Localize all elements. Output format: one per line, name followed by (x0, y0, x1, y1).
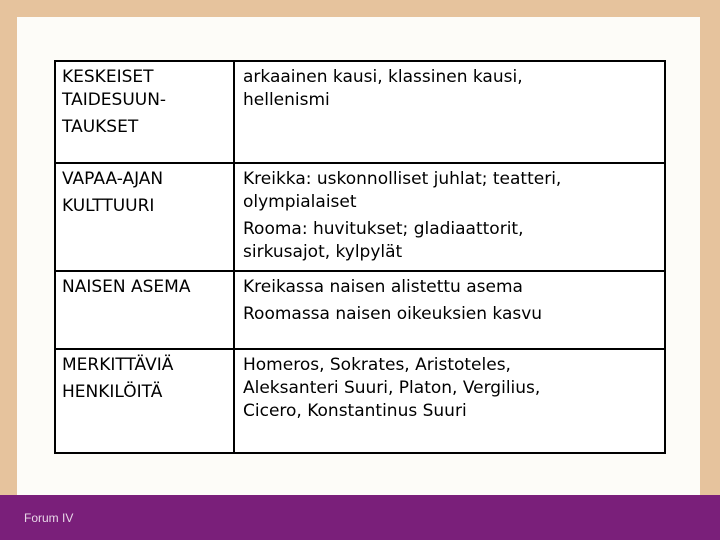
cell-text: HENKILÖITÄ (62, 382, 163, 402)
cell-text: arkaainen kausi, klassinen kausi, (243, 67, 523, 87)
cell-text: VAPAA-AJAN (62, 169, 164, 189)
cell-text: Roomassa naisen oikeuksien kasvu (243, 304, 543, 324)
table-row-people (56, 350, 664, 452)
row-content (235, 272, 664, 348)
row-content (235, 164, 664, 270)
cell-text: Homeros, Sokrates, Aristoteles, (243, 355, 511, 375)
row-heading (56, 272, 235, 348)
row-content (235, 350, 664, 452)
cell-text: MERKITTÄVIÄ (62, 355, 174, 375)
cell-text: Aleksanteri Suuri, Platon, Vergilius, (243, 378, 541, 398)
row-heading (56, 62, 235, 162)
cell-text: Cicero, Konstantinus Suuri (243, 401, 467, 421)
cell-text: hellenismi (243, 90, 330, 110)
cell-text: Rooma: huvitukset; gladiaattorit, (243, 219, 524, 239)
row-content (235, 62, 664, 162)
cell-text: KULTTUURI (62, 196, 155, 216)
cell-text: Kreikassa naisen alistettu asema (243, 277, 523, 297)
cell-text: TAIDESUUN- (62, 90, 167, 110)
cell-text: olympialaiset (243, 192, 357, 212)
footer-bar (0, 495, 720, 540)
cell-text: TAUKSET (62, 117, 139, 137)
row-heading (56, 350, 235, 452)
cell-text: Kreikka: uskonnolliset juhlat; teatteri, (243, 169, 562, 189)
row-heading (56, 164, 235, 270)
cell-text: sirkusajot, kylpylät (243, 242, 403, 262)
info-table (54, 60, 666, 454)
table-row-women (56, 272, 664, 350)
table-row-art (56, 62, 664, 164)
table-row-leisure (56, 164, 664, 272)
footer-label: Forum IV (24, 511, 74, 525)
cell-text: KESKEISET (62, 67, 154, 87)
cell-text: NAISEN ASEMA (62, 277, 191, 297)
